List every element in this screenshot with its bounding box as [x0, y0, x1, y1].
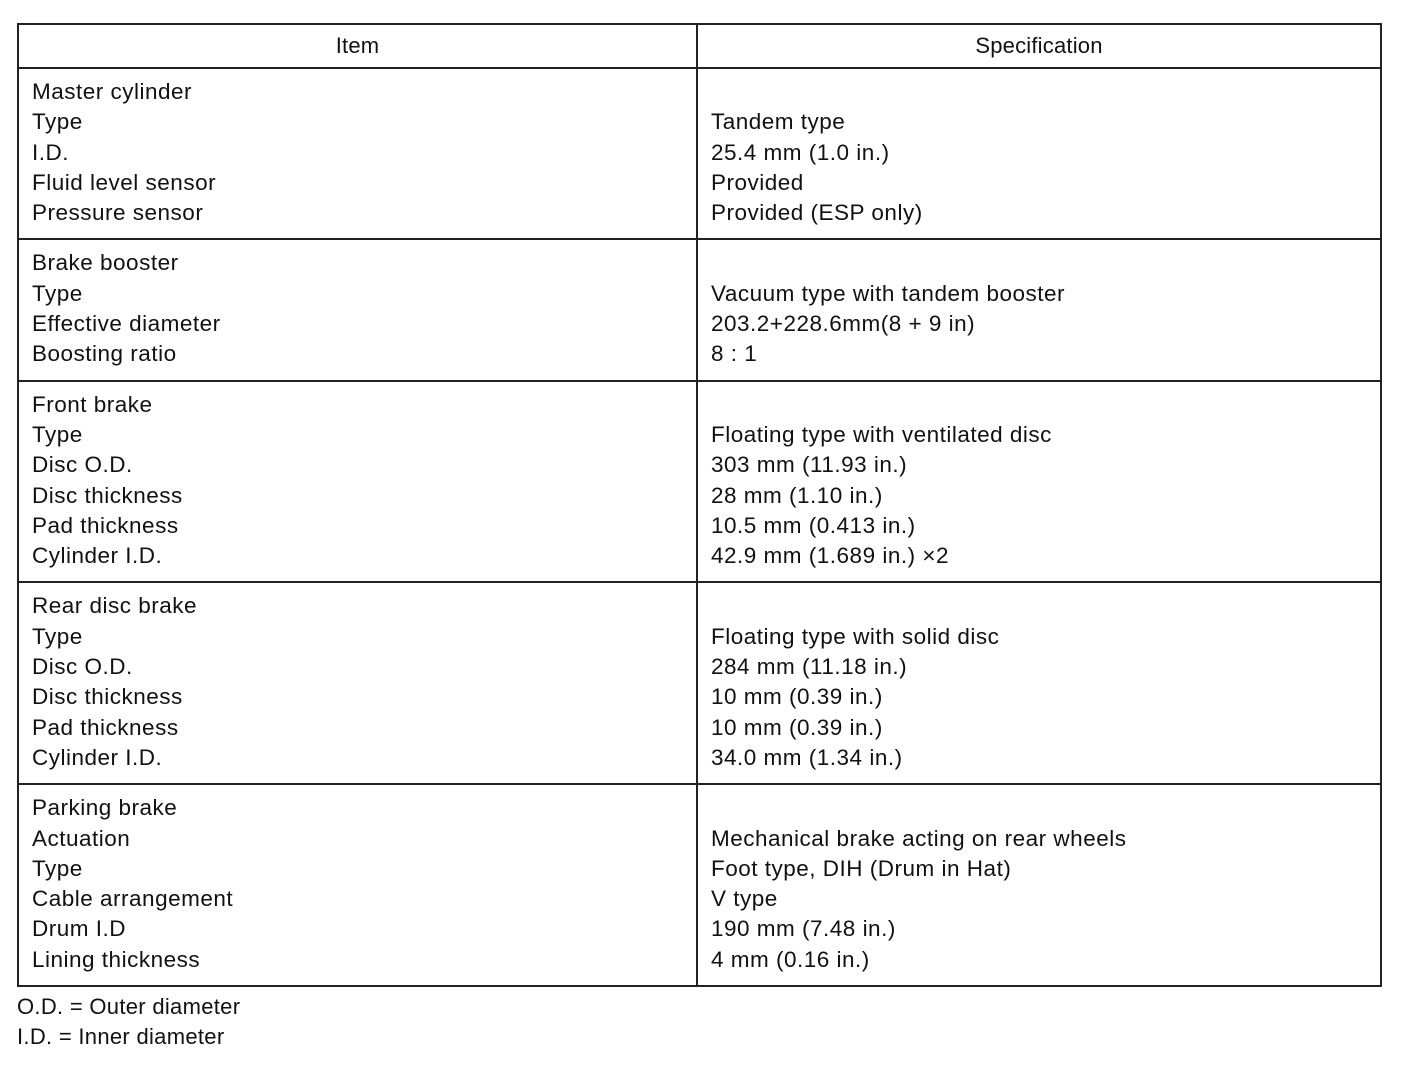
spec-value: 190 mm (7.48 in.): [711, 916, 896, 942]
spec-value: 284 mm (11.18 in.): [711, 654, 908, 680]
item-label: Type: [32, 109, 83, 135]
item-label: Disc thickness: [32, 684, 183, 710]
item-label: Type: [32, 421, 83, 447]
header-specification: Specification: [697, 24, 1381, 68]
spec-cell: [697, 381, 1381, 583]
item-label: Pad thickness: [32, 512, 179, 538]
item-label: Type: [32, 280, 83, 306]
spec-value: Tandem type: [711, 109, 846, 135]
spec-value: 25.4 mm (1.0 in.): [711, 139, 890, 165]
item-label: Fluid level sensor: [32, 169, 217, 195]
spec-value: 10 mm (0.39 in.): [711, 714, 883, 740]
spec-value: 28 mm (1.10 in.): [711, 482, 883, 508]
item-label: Effective diameter: [32, 311, 221, 337]
section-front-brake: [18, 381, 1381, 583]
spec-value: Floating type with solid disc: [711, 623, 1000, 649]
section-title: Master cylinder: [32, 79, 193, 104]
footnote-id: I.D. = Inner diameter: [17, 1024, 225, 1049]
item-cell: [18, 381, 697, 583]
item-label: Drum I.D: [32, 916, 126, 942]
item-label: Cylinder I.D.: [32, 543, 163, 569]
spec-value: V type: [711, 886, 778, 912]
section-title: Parking brake: [32, 795, 178, 821]
item-label: Lining thickness: [32, 946, 201, 972]
spec-value: 203.2+228.6mm(8 + 9 in): [711, 311, 976, 337]
section-title: Rear disc brake: [32, 593, 198, 619]
item-label: Type: [32, 855, 83, 881]
item-cell: [18, 68, 697, 239]
spec-cell: [697, 239, 1381, 380]
spec-value: 8 : 1: [711, 341, 758, 367]
spec-value: 10 mm (0.39 in.): [711, 684, 883, 710]
section-rear-disc-brake: [18, 582, 1381, 784]
section-title: Brake booster: [32, 250, 179, 276]
item-label: Pressure sensor: [32, 200, 204, 226]
spec-value: Mechanical brake acting on rear wheels: [711, 825, 1127, 851]
spec-cell: [697, 582, 1381, 784]
section-master-cylinder: [18, 68, 1381, 239]
footnote-od: O.D. = Outer diameter: [17, 994, 241, 1019]
spec-value: 4 mm (0.16 in.): [711, 946, 870, 972]
spec-value: Provided (ESP only): [711, 200, 923, 226]
footnotes: [17, 992, 240, 1052]
spec-value: 303 mm (11.93 in.): [711, 452, 908, 478]
spec-cell: [697, 784, 1381, 986]
item-label: Cable arrangement: [32, 886, 234, 912]
brake-spec-table: [17, 23, 1382, 987]
spec-value: Floating type with ventilated disc: [711, 421, 1052, 447]
spec-cell: [697, 68, 1381, 239]
item-label: Boosting ratio: [32, 341, 177, 367]
spec-value: 10.5 mm (0.413 in.): [711, 512, 916, 538]
section-brake-booster: [18, 239, 1381, 380]
item-label: I.D.: [32, 139, 70, 165]
item-cell: [18, 784, 697, 986]
item-label: Type: [32, 623, 83, 649]
section-title: Front brake: [32, 391, 153, 417]
section-parking-brake: [18, 784, 1381, 986]
item-label: Disc O.D.: [32, 654, 133, 680]
item-cell: [18, 582, 697, 784]
item-label: Disc thickness: [32, 482, 183, 508]
spec-value: 34.0 mm (1.34 in.): [711, 744, 903, 770]
spec-value: 42.9 mm (1.689 in.) ×2: [711, 543, 949, 569]
item-label: Disc O.D.: [32, 452, 133, 478]
header-row: [18, 24, 1381, 68]
spec-value: Provided: [711, 169, 804, 195]
item-label: Actuation: [32, 825, 131, 851]
spec-value: Foot type, DIH (Drum in Hat): [711, 855, 1012, 881]
header-item: Item: [18, 24, 697, 68]
item-label: Cylinder I.D.: [32, 744, 163, 770]
spec-value: Vacuum type with tandem booster: [711, 280, 1066, 306]
item-label: Pad thickness: [32, 714, 179, 740]
item-cell: [18, 239, 697, 380]
